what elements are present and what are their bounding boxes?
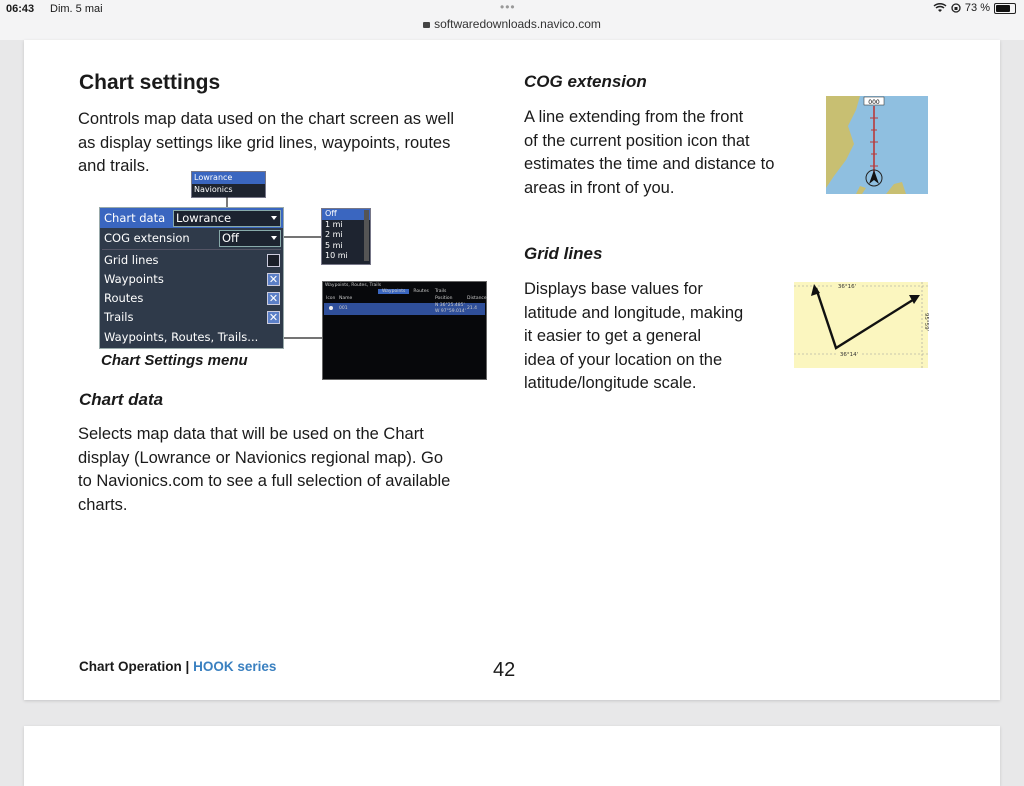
orientation-lock-icon xyxy=(951,3,961,13)
menu-row-chart-data[interactable] xyxy=(100,208,283,228)
page-footer-section xyxy=(79,659,276,674)
screen-cell: W 97°59.014' xyxy=(435,309,466,314)
chart-data-select[interactable] xyxy=(173,210,281,227)
cog-extension-paragraph xyxy=(524,106,774,200)
footer-section-name: Chart Operation xyxy=(79,659,182,674)
popup-option: 5 mi xyxy=(325,240,343,250)
cog-extension-select[interactable] xyxy=(219,230,281,247)
screen-cell: N 36°25.485' xyxy=(435,303,465,308)
footer-separator: | xyxy=(185,659,190,674)
paragraph-line: of the current position icon that xyxy=(524,131,750,150)
waypoint-icon xyxy=(329,306,333,310)
menu-row-waypoints-routes-trails[interactable] xyxy=(100,327,283,347)
paragraph-line: latitude/longitude scale. xyxy=(524,374,697,392)
cog-extension-figure xyxy=(826,96,928,194)
popup-option: 10 mi xyxy=(325,251,348,260)
menu-label: Trails xyxy=(104,310,134,324)
menu-row-routes[interactable] xyxy=(100,288,283,308)
grid-fig-right-label: 95°59' xyxy=(923,312,929,332)
lock-icon xyxy=(423,22,430,28)
paragraph-line: areas in front of you. xyxy=(524,178,675,197)
paragraph-line: A line extending from the front xyxy=(524,108,744,126)
select-value: Off xyxy=(222,231,239,245)
grid-lines-paragraph xyxy=(524,278,743,396)
intro-line: Controls map data used on the chart screen as well xyxy=(78,110,455,128)
chart-settings-menu xyxy=(99,207,284,349)
battery-icon xyxy=(994,3,1016,14)
screen-col: Name xyxy=(339,296,353,301)
popup-option: Lowrance xyxy=(192,172,265,184)
routes-checkbox[interactable]: ✕ xyxy=(268,292,279,305)
figure-caption: Chart Settings menu xyxy=(101,352,248,369)
paragraph-line: idea of your location on the xyxy=(524,350,723,369)
chevron-down-icon xyxy=(271,216,277,220)
trails-checkbox[interactable]: ✕ xyxy=(268,311,279,324)
popup-option: Off xyxy=(322,209,370,220)
screen-cell: 21.4 xyxy=(467,306,478,311)
screen-title: Waypoints, Routes, Trails xyxy=(325,283,382,288)
paragraph-line: charts. xyxy=(78,495,128,514)
intro-line: as display settings like grid lines, waypoints, routes xyxy=(78,133,451,152)
cog-extension-options-popup xyxy=(321,208,371,265)
screen-tab: Waypoints xyxy=(378,289,409,294)
url-text: softwaredownloads.navico.com xyxy=(434,17,601,31)
footer-series-name: HOOK series xyxy=(193,659,277,674)
battery-percent: 73 % xyxy=(964,2,990,14)
screen-tab: Trails xyxy=(434,289,447,294)
select-value: Lowrance xyxy=(176,211,232,225)
waypoints-checkbox[interactable]: ✕ xyxy=(268,273,279,286)
screen-col: Icon xyxy=(326,296,336,301)
grid-fig-bottom-label: 36°14' xyxy=(839,352,859,358)
more-options-icon[interactable]: ••• xyxy=(500,0,516,14)
screen-cell: 001 xyxy=(339,306,348,311)
intro-line: and trails. xyxy=(78,157,150,175)
screen-col: Position xyxy=(435,296,453,301)
screen-row xyxy=(324,303,485,315)
chart-data-heading: Chart data xyxy=(79,390,164,409)
chart-data-paragraph xyxy=(78,423,450,517)
address-bar[interactable] xyxy=(0,17,1024,31)
paragraph-line: estimates the time and distance to xyxy=(524,155,775,173)
grid-lines-figure xyxy=(794,282,928,368)
grid-fig-top-label: 36°16' xyxy=(837,284,857,290)
status-bar xyxy=(0,0,1024,40)
status-date: Dim. 5 mai xyxy=(50,3,103,15)
cog-extension-heading: COG extension xyxy=(524,72,647,91)
menu-label: Waypoints xyxy=(104,272,164,286)
menu-label: Waypoints, Routes, Trails... xyxy=(104,330,259,344)
screen-col: Distance xyxy=(467,296,487,301)
menu-label: COG extension xyxy=(104,231,190,245)
paragraph-line: display (Lowrance or Navionics regional map). Go xyxy=(78,448,443,467)
status-time: 06:43 xyxy=(6,3,35,15)
screen-header-row xyxy=(325,296,487,302)
screen-tab: Routes xyxy=(413,289,429,294)
menu-row-waypoints[interactable] xyxy=(100,269,283,289)
popup-scrollbar xyxy=(364,210,369,261)
popup-option: 1 mi xyxy=(325,219,343,229)
menu-row-cog-extension[interactable] xyxy=(100,228,283,248)
grid-lines-checkbox[interactable] xyxy=(267,254,280,267)
chevron-down-icon xyxy=(271,236,277,240)
paragraph-line: Displays base values for xyxy=(524,280,703,298)
menu-label: Chart data xyxy=(104,211,166,225)
status-indicators xyxy=(933,2,1016,14)
grid-lines-heading: Grid lines xyxy=(524,244,603,263)
paragraph-line: latitude and longitude, making xyxy=(524,303,744,322)
popup-option: Navionics xyxy=(194,185,233,194)
menu-row-trails[interactable] xyxy=(100,307,283,327)
paragraph-line: to Navionics.com to see a full selection of available xyxy=(78,472,451,490)
paragraph-line: Selects map data that will be used on the Chart xyxy=(78,425,424,443)
wifi-icon xyxy=(933,3,947,13)
document-page xyxy=(24,40,1000,700)
popup-option: 2 mi xyxy=(325,230,343,239)
cog-fig-label: 000 xyxy=(868,99,880,106)
next-document-page xyxy=(24,726,1000,786)
page-number: 42 xyxy=(493,659,516,681)
menu-label: Routes xyxy=(104,291,144,305)
menu-label: Grid lines xyxy=(104,253,159,267)
paragraph-line: it easier to get a general xyxy=(524,327,702,345)
screen-tabs xyxy=(378,289,448,294)
page-title: Chart settings xyxy=(79,71,221,94)
menu-row-grid-lines[interactable] xyxy=(100,250,283,270)
waypoints-routes-trails-screen xyxy=(322,281,487,380)
